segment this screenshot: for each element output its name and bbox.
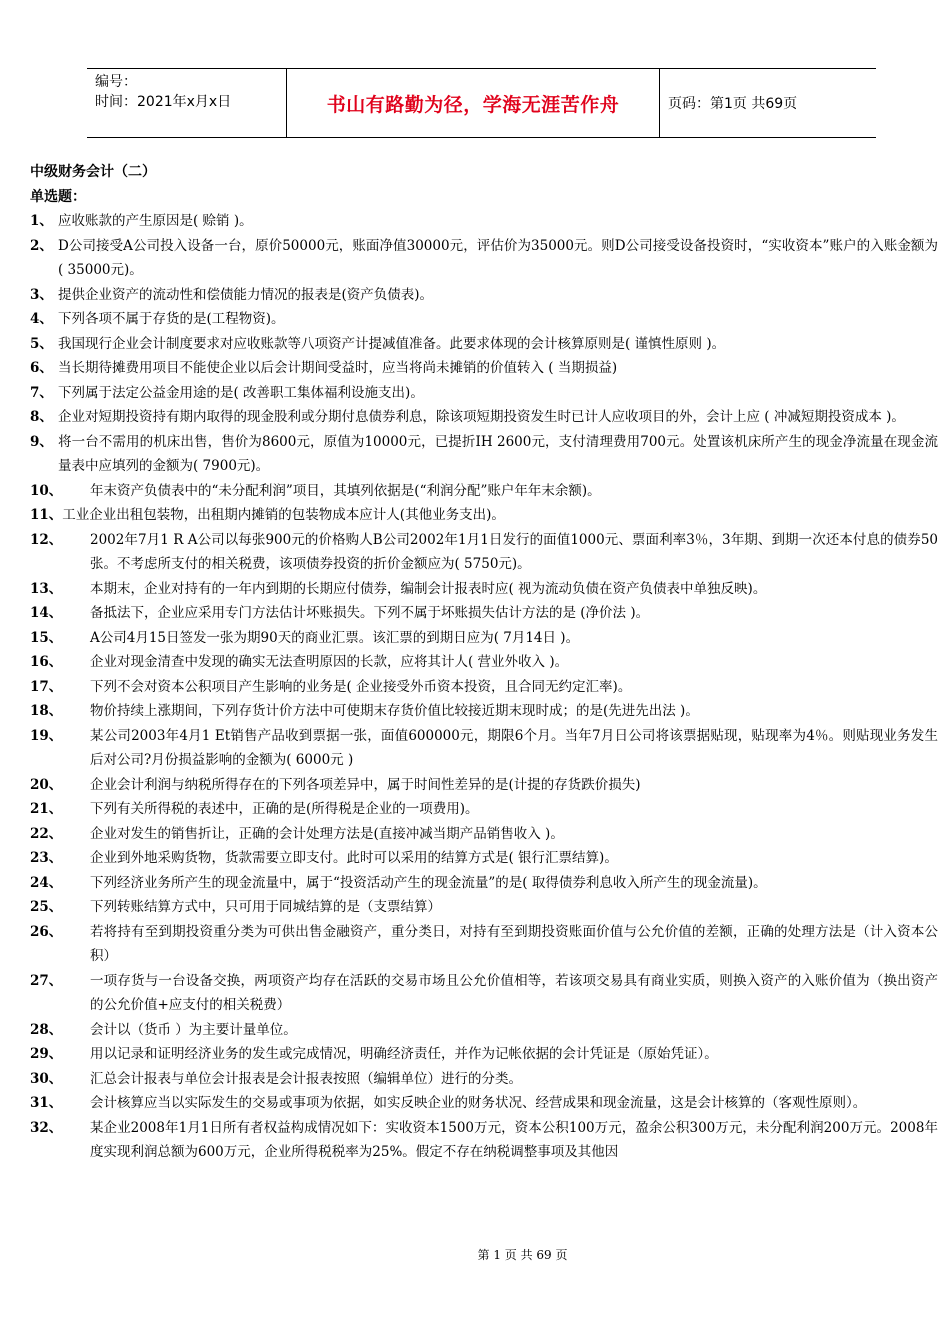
question-text: 备抵法下，企业应采用专门方法估计坏账损失。下列不属于坏账损失估计方法的是 (净价法 )。 [90,605,650,621]
question-text: 当长期待摊费用项目不能使企业以后会计期间受益时，应当将尚未摊销的价值转入 ( 当期损益) [58,360,618,376]
question-item [30,920,938,969]
question-text: 汇总会计报表与单位会计报表是会计报表按照（编辑单位）进行的分类。 [90,1070,522,1087]
question-item [30,1018,938,1043]
header-meta [87,69,287,137]
question-number: 31、 [30,1095,63,1111]
header-page-label: 页码：第1页 共69页 [668,96,798,112]
question-text: 某企业2008年1月1日所有者权益构成情况如下：实收资本1500万元，资本公积100万元，盈余公积300万元，未分配利润200万元。2008年度实现利润总额为600万元，企业所得税税率为25%。假定不存在纳税调整事项及其他因 [90,1119,938,1160]
question-item [30,528,938,577]
question-item [30,1042,938,1067]
question-text: 将一台不需用的机床出售，售价为8600元，原值为10000元，已提折IH 2600元，支付清理费用700元。处置该机床所产生的现金净流量在现金流量表中应填列的金额为( 7900元)。 [58,433,938,474]
question-item [30,234,938,283]
question-item [30,283,938,308]
question-item [30,871,938,896]
question-item [30,1116,938,1165]
question-number: 16、 [30,654,63,670]
question-item [30,846,938,871]
question-text: 下列经济业务所产生的现金流量中，属于“投资活动产生的现金流量”的是( 取得债券利息收入所产生的现金流量)。 [90,874,767,891]
question-number: 24、 [30,874,63,891]
question-number: 26、 [30,923,63,940]
question-item [30,969,938,1018]
question-text: 应收账款的产生原因是( 赊销 )。 [58,213,253,229]
question-number: 21、 [30,801,63,817]
question-item [30,626,938,651]
question-text: 下列各项不属于存货的是(工程物资)。 [58,311,285,327]
question-item [30,577,938,602]
question-number: 17、 [30,678,63,695]
question-text: 会计核算应当以实际发生的交易或事项为依据，如实反映企业的财务状况、经营成果和现金流量，这是会计核算的（客观性原则）。 [90,1095,867,1111]
question-number: 30、 [30,1070,63,1087]
question-item [30,1067,938,1092]
question-text: 某公司2003年4月1 Et销售产品收到票据一张，面值600000元，期限6个月。当年7月日公司将该票据贴现，贴现率为4％。则贴现业务发生后对公司?月份损益影响的金额为( 6000元 ) [90,727,938,768]
question-number: 14、 [30,605,63,621]
question-text: 若将持有至到期投资重分类为可供出售金融资产，重分类日，对持有至到期投资账面价值与公允价值的差额，正确的处理方法是（计入资本公积） [90,923,938,964]
question-item [30,895,938,920]
question-text: 工业企业出租包装物，出租期内摊销的包装物成本应计人(其他业务支出)。 [62,507,505,523]
question-number: 28、 [30,1021,63,1038]
question-item [30,724,938,773]
question-item [30,430,938,479]
question-item [30,822,938,847]
document-time-label: 时间：2021年x月x日 [95,94,232,110]
question-number: 19、 [30,727,63,744]
question-number: 9、 [30,433,53,450]
question-text: 下列属于法定公益金用途的是( 改善职工集体福利设施支出)。 [58,384,424,401]
question-number: 13、 [30,580,63,597]
question-text: 下列不会对资本公积项目产生影响的业务是( 企业接受外币资本投资，且合同无约定汇率)。 [90,678,632,695]
document-title: 中级财务会计（二） [30,164,156,180]
question-number: 18、 [30,703,63,719]
question-text: 下列有关所得税的表述中，正确的是(所得税是企业的一项费用)。 [90,801,479,817]
question-number: 4、 [30,311,53,327]
question-item [30,797,938,822]
question-text: 企业会计利润与纳税所得存在的下列各项差异中，属于时间性差异的是(计提的存货跌价损失) [90,776,641,793]
question-item [30,307,938,332]
question-item [30,699,938,724]
header-slogan: 书山有路勤为径，学海无涯苦作舟 [326,93,620,116]
question-number: 27、 [30,972,63,989]
question-item [30,675,938,700]
page-header [87,68,876,138]
header-page-cell [660,69,876,137]
question-text: 下列转账结算方式中，只可用于同城结算的是（支票结算） [90,899,441,915]
question-item [30,332,938,357]
question-item [30,773,938,798]
question-number: 32、 [30,1119,63,1136]
question-number: 20、 [30,776,63,793]
header-slogan-cell [287,69,660,137]
question-number: 11、 [30,507,63,523]
question-text: 我国现行企业会计制度要求对应收账款等八项资产计提减值准备。此要求体现的会计核算原则是( 谨慎性原则 )。 [58,335,726,352]
question-item [30,381,938,406]
question-number: 8、 [30,409,53,425]
question-text: 企业对现金清查中发现的确实无法查明原因的长款，应将其计人( 营业外收入 )。 [90,654,569,670]
document-body [30,160,938,1165]
question-item [30,601,938,626]
question-item [30,356,938,381]
section-title: 单选题： [30,188,86,205]
question-text: 年末资产负债表中的“未分配利润”项目，其填列依据是(“利润分配”账户年年末余额)。 [90,482,601,499]
question-text: D公司接受A公司投入设备一台，原价50000元，账面净值30000元，评估价为35000元。则D公司接受设备投资时，“实收资本”账户的入账金额为( 35000元)。 [58,237,938,278]
question-number: 22、 [30,825,63,842]
question-item [30,209,938,234]
question-number: 6、 [30,360,53,376]
document-number-label: 编号： [95,74,137,90]
question-item [30,650,938,675]
question-text: 企业对发生的销售折让，正确的会计处理方法是(直接冲减当期产品销售收入 )。 [90,825,564,842]
question-item [30,479,938,504]
question-text: 企业对短期投资持有期内取得的现金股利或分期付息债券利息，除该项短期投资发生时已计人应收项目的外，会计上应 ( 冲减短期投资成本 )。 [58,409,905,425]
question-number: 2、 [30,237,53,254]
question-number: 29、 [30,1046,63,1062]
question-number: 23、 [30,850,63,866]
question-number: 25、 [30,899,63,915]
question-item [30,503,938,528]
question-number: 7、 [30,384,53,401]
question-list [30,209,938,1165]
question-number: 15、 [30,629,63,646]
question-text: 2002年7月1 R A公司以每张900元的价格购人B公司2002年1月1日发行的面值1000元、票面利率3％，3年期、到期一次还本付息的债券50张。不考虑所支付的相关税费，该项债券投资的折价金额应为( 5750元)。 [90,531,938,572]
question-number: 5、 [30,335,53,352]
question-text: A公司4月15日签发一张为期90天的商业汇票。该汇票的到期日应为( 7月14日 )。 [90,629,580,646]
question-number: 1、 [30,213,53,229]
question-text: 企业到外地采购货物，货款需要立即支付。此时可以采用的结算方式是( 银行汇票结算)。 [90,850,618,866]
question-number: 10、 [30,482,63,499]
question-text: 会计以（货币 ）为主要计量单位。 [90,1021,297,1038]
question-text: 用以记录和证明经济业务的发生或完成情况，明确经济责任，并作为记帐依据的会计凭证是（原始凭证）。 [90,1046,718,1062]
question-text: 物价持续上涨期间，下列存货计价方法中可使期末存货价值比较接近期末现时成；的是(先进先出法 )。 [90,703,699,719]
question-text: 提供企业资产的流动性和偿债能力情况的报表是(资产负债表)。 [58,286,434,303]
question-item [30,1091,938,1116]
question-number: 3、 [30,286,53,303]
question-text: 本期末，企业对持有的一年内到期的长期应付债券，编制会计报表时应( 视为流动负债在资产负债表中单独反映)。 [90,580,767,597]
question-item [30,405,938,430]
page-footer: 第 1 页 共 69 页 [477,1248,568,1262]
question-number: 12、 [30,531,63,548]
question-text: 一项存货与一台设备交换，两项资产均存在活跃的交易市场且公允价值相等，若该项交易具有商业实质，则换入资产的入账价值为（换出资产的公允价值+应支付的相关税费） [90,972,938,1013]
